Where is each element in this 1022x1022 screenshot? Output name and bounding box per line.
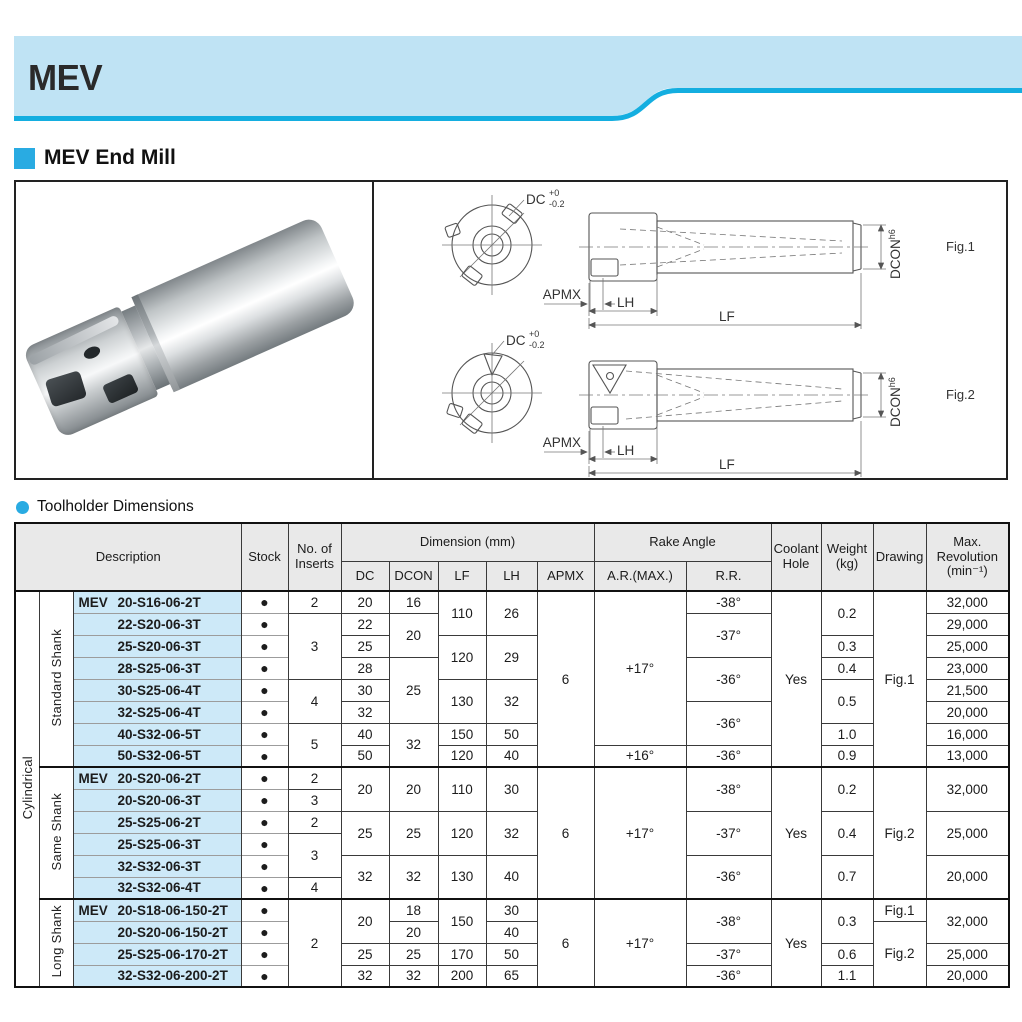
fig2-caption: Fig.2: [946, 387, 975, 402]
dcon-label-fig2: $DCON^{h6}$: [887, 377, 903, 427]
table-value-cell: 25: [341, 635, 389, 657]
col-dcon: DCON: [389, 562, 438, 592]
table-value-cell: 120: [438, 635, 486, 679]
table-value-cell: Yes: [771, 767, 821, 899]
model-name: 25-S25-06-2T: [117, 814, 201, 830]
table-value-cell: 0.3: [821, 899, 873, 943]
insert-side: [102, 373, 139, 404]
table-value-cell: 32: [341, 855, 389, 899]
model-cell: [73, 811, 241, 833]
table-value-cell: +16°: [594, 745, 686, 767]
table-value-cell: 120: [438, 745, 486, 767]
model-name: 40-S32-06-5T: [117, 726, 201, 742]
fig1-caption: Fig.1: [946, 239, 975, 254]
model-name: 32-S32-06-4T: [117, 880, 201, 896]
table-value-cell: 6: [537, 591, 594, 767]
top-banner: [14, 36, 1022, 128]
table-value-cell: 29: [486, 635, 537, 679]
table-value-cell: 20: [389, 613, 438, 657]
model-cell: [73, 767, 241, 789]
table-value-cell: -36°: [686, 965, 771, 987]
model-name: 32-S25-06-4T: [117, 704, 201, 720]
table-value-cell: 25: [389, 657, 438, 723]
table-value-cell: 110: [438, 767, 486, 811]
stock-indicator: ●: [241, 591, 288, 613]
model-name: 32-S32-06-3T: [117, 858, 201, 874]
group-label-text: Standard Shank: [48, 628, 64, 727]
model-name: 25-S20-06-3T: [117, 638, 201, 654]
table-value-cell: 25: [341, 811, 389, 855]
table-value-cell: 50: [341, 745, 389, 767]
table-value-cell: 18: [389, 899, 438, 921]
col-coolant: [771, 523, 821, 591]
lh-label: LH: [617, 295, 635, 310]
table-value-cell: Fig.1: [873, 591, 926, 767]
stock-indicator: ●: [241, 943, 288, 965]
lh-label-fig2: LH: [617, 443, 635, 458]
series-title: MEV: [28, 57, 103, 98]
table-value-cell: 1.1: [821, 965, 873, 987]
col-stock: Stock: [241, 523, 288, 591]
table-value-cell: 120: [438, 811, 486, 855]
table-value-cell: +17°: [594, 899, 686, 987]
table-value-cell: 32,000: [926, 899, 1009, 943]
table-value-cell: -36°: [686, 657, 771, 701]
stock-indicator: ●: [241, 921, 288, 943]
table-value-cell: 0.3: [821, 635, 873, 657]
model-name: 20-S20-06-3T: [117, 792, 201, 808]
table-value-cell: 0.7: [821, 855, 873, 899]
lf-label: LF: [719, 309, 735, 324]
group-label-text: Cylindrical: [19, 755, 35, 820]
model-name: 20-S16-06-2T: [117, 594, 201, 610]
table-value-cell: 1.0: [821, 723, 873, 745]
dc-tol-top: +0: [549, 188, 560, 198]
table-value-cell: 21,500: [926, 679, 1009, 701]
table-value-cell: 32: [389, 965, 438, 987]
table-value-cell: 25,000: [926, 811, 1009, 855]
table-value-cell: Yes: [771, 899, 821, 987]
model-name: 20-S20-06-2T: [117, 770, 201, 786]
table-value-cell: 20: [389, 921, 438, 943]
dc-label-fig2: DC: [506, 333, 526, 348]
table-value-cell: -36°: [686, 701, 771, 745]
table-value-cell: 25,000: [926, 943, 1009, 965]
table-value-cell: 4: [288, 679, 341, 723]
col-weight-line1: Weight: [826, 541, 868, 557]
model-name: 30-S25-06-4T: [117, 682, 201, 698]
group-label: [39, 767, 73, 899]
table-value-cell: 20,000: [926, 965, 1009, 987]
col-lf: LF: [438, 562, 486, 592]
table-value-cell: 5: [288, 723, 341, 767]
stock-indicator: ●: [241, 745, 288, 767]
model-name: 25-S25-06-3T: [117, 836, 201, 852]
col-weight-line2: (kg): [835, 556, 859, 571]
stock-indicator: ●: [241, 855, 288, 877]
table-value-cell: 20,000: [926, 701, 1009, 723]
table-value-cell: 30: [486, 899, 537, 921]
model-cell: [73, 789, 241, 811]
model-cell: [73, 591, 241, 613]
table-value-cell: 2: [288, 591, 341, 613]
heading-square-icon: [14, 148, 35, 169]
col-drawing: Drawing: [873, 523, 926, 591]
model-prefix: MEV: [78, 902, 108, 918]
table-value-cell: -37°: [686, 811, 771, 855]
model-cell: [73, 657, 241, 679]
model-cell: [73, 745, 241, 767]
table-value-cell: +17°: [594, 591, 686, 745]
group-label: [15, 591, 39, 987]
model-name: 22-S20-06-3T: [117, 616, 201, 632]
tool-edge: [28, 314, 120, 366]
dc-tol-top-fig2: +0: [529, 329, 540, 339]
insert-front: [45, 370, 88, 407]
col-description: Description: [15, 523, 241, 591]
group-label-text: Same Shank: [48, 792, 64, 871]
table-value-cell: 130: [438, 679, 486, 723]
col-lh: LH: [486, 562, 537, 592]
endmill-render: [21, 212, 365, 441]
table-value-cell: 13,000: [926, 745, 1009, 767]
apmx-label-fig2: APMX: [542, 435, 581, 450]
table-value-cell: 20: [341, 767, 389, 811]
table-value-cell: 25,000: [926, 635, 1009, 657]
stock-indicator: ●: [241, 657, 288, 679]
group-label-text: Long Shank: [48, 905, 64, 978]
fig2-drawing: [442, 329, 975, 477]
table-value-cell: 4: [288, 877, 341, 899]
table-value-cell: 2: [288, 767, 341, 789]
table-value-cell: 20: [341, 591, 389, 613]
model-cell: [73, 899, 241, 921]
model-cell: [73, 855, 241, 877]
bullet-circle-icon: [16, 501, 29, 514]
model-name: 20-S20-06-150-2T: [117, 924, 228, 940]
table-value-cell: 0.2: [821, 767, 873, 811]
model-prefix: MEV: [78, 594, 108, 610]
apmx-label: APMX: [542, 287, 581, 302]
fig1-drawing: [442, 188, 975, 329]
model-cell: [73, 943, 241, 965]
table-value-cell: 32,000: [926, 591, 1009, 613]
table-heading: [16, 498, 194, 516]
table-value-cell: 23,000: [926, 657, 1009, 679]
stock-indicator: ●: [241, 877, 288, 899]
col-inserts-line2: Inserts: [295, 556, 335, 571]
table-value-cell: 6: [537, 767, 594, 899]
table-value-cell: 200: [438, 965, 486, 987]
col-maxrev: [926, 523, 1009, 591]
table-value-cell: -38°: [686, 591, 771, 613]
col-coolant-line1: Coolant: [773, 541, 819, 557]
table-value-cell: 40: [486, 745, 537, 767]
table-value-cell: -38°: [686, 767, 771, 811]
table-value-cell: -38°: [686, 899, 771, 943]
model-cell: [73, 723, 241, 745]
col-inserts-line1: No. of: [297, 541, 332, 557]
model-name: 20-S18-06-150-2T: [117, 902, 228, 918]
table-value-cell: Fig.1: [873, 899, 926, 921]
table-value-cell: 29,000: [926, 613, 1009, 635]
table-value-cell: 16,000: [926, 723, 1009, 745]
table-value-cell: -36°: [686, 855, 771, 899]
col-maxrev-line1: Max.: [953, 534, 982, 550]
model-prefix: MEV: [78, 770, 108, 786]
stock-indicator: ●: [241, 723, 288, 745]
stock-indicator: ●: [241, 833, 288, 855]
table-value-cell: 65: [486, 965, 537, 987]
col-inserts: [288, 523, 341, 591]
table-value-cell: 110: [438, 591, 486, 635]
model-name: 32-S32-06-200-2T: [117, 968, 228, 984]
model-cell: [73, 833, 241, 855]
table-value-cell: Fig.2: [873, 767, 926, 899]
model-cell: [73, 921, 241, 943]
table-value-cell: +17°: [594, 767, 686, 899]
toolholder-dimensions-table: [14, 522, 1010, 988]
table-value-cell: 50: [486, 723, 537, 745]
table-value-cell: 0.5: [821, 679, 873, 723]
table-value-cell: 32,000: [926, 767, 1009, 811]
table-value-cell: -36°: [686, 745, 771, 767]
table-value-cell: 40: [341, 723, 389, 745]
stock-indicator: ●: [241, 899, 288, 921]
table-value-cell: 32: [341, 965, 389, 987]
table-value-cell: 30: [341, 679, 389, 701]
model-cell: [73, 965, 241, 987]
table-value-cell: 0.6: [821, 943, 873, 965]
col-apmx: APMX: [537, 562, 594, 592]
stock-indicator: ●: [241, 789, 288, 811]
product-heading: [14, 146, 176, 170]
drawings-svg: [374, 183, 1008, 477]
stock-indicator: ●: [241, 635, 288, 657]
group-label: [39, 899, 73, 987]
table-value-cell: 32: [389, 723, 438, 767]
dc-label: DC: [526, 192, 546, 207]
dcon-label: $DCON^{h6}$: [887, 229, 903, 279]
table-value-cell: 32: [486, 811, 537, 855]
table-value-cell: 3: [288, 833, 341, 877]
table-value-cell: 0.9: [821, 745, 873, 767]
stock-indicator: ●: [241, 701, 288, 723]
model-cell: [73, 701, 241, 723]
model-cell: [73, 679, 241, 701]
product-photo: [16, 182, 372, 478]
table-value-cell: 150: [438, 723, 486, 745]
table-value-cell: 40: [486, 855, 537, 899]
table-value-cell: 150: [438, 899, 486, 943]
col-dimension-group: Dimension (mm): [341, 523, 594, 562]
table-value-cell: 50: [486, 943, 537, 965]
dc-tol-bottom-fig2: -0.2: [529, 340, 545, 350]
product-heading-text: MEV End Mill: [44, 146, 176, 169]
col-maxrev-line3: (min⁻¹): [946, 563, 988, 579]
table-value-cell: 0.4: [821, 657, 873, 679]
table-body: [15, 591, 1009, 987]
model-cell: [73, 613, 241, 635]
table-value-cell: 16: [389, 591, 438, 613]
table-heading-text: Toolholder Dimensions: [37, 498, 194, 515]
stock-indicator: ●: [241, 613, 288, 635]
table-value-cell: Fig.2: [873, 921, 926, 987]
stock-indicator: ●: [241, 767, 288, 789]
stock-indicator: ●: [241, 965, 288, 987]
table-value-cell: 3: [288, 789, 341, 811]
col-dc: DC: [341, 562, 389, 592]
table-value-cell: 40: [486, 921, 537, 943]
table-header: [15, 523, 1009, 591]
stock-indicator: ●: [241, 811, 288, 833]
table-value-cell: -37°: [686, 613, 771, 657]
table-value-cell: 22: [341, 613, 389, 635]
screw-hole: [82, 344, 102, 361]
col-rr: R.R.: [686, 562, 771, 592]
table-value-cell: 2: [288, 899, 341, 987]
table-value-cell: 30: [486, 767, 537, 811]
stock-indicator: ●: [241, 679, 288, 701]
col-weight: [821, 523, 873, 591]
group-label: [39, 591, 73, 767]
table-value-cell: 2: [288, 811, 341, 833]
model-cell: [73, 635, 241, 657]
col-rake-group: Rake Angle: [594, 523, 771, 562]
model-cell: [73, 877, 241, 899]
table-value-cell: 0.2: [821, 591, 873, 635]
table-value-cell: 25: [341, 943, 389, 965]
table-value-cell: 3: [288, 613, 341, 679]
table-value-cell: 20: [389, 767, 438, 811]
table-value-cell: 25: [389, 943, 438, 965]
table-value-cell: 20,000: [926, 855, 1009, 899]
col-maxrev-line2: Revolution: [936, 548, 998, 564]
banner-shape: [14, 36, 1022, 128]
table-value-cell: 32: [486, 679, 537, 723]
table-value-cell: 26: [486, 591, 537, 635]
table-value-cell: -37°: [686, 943, 771, 965]
table-value-cell: 0.4: [821, 811, 873, 855]
table-value-cell: Yes: [771, 591, 821, 767]
model-name: 28-S25-06-3T: [117, 660, 201, 676]
table-value-cell: 28: [341, 657, 389, 679]
model-name: 25-S25-06-170-2T: [117, 946, 228, 962]
table-value-cell: 25: [389, 811, 438, 855]
col-coolant-line2: Hole: [782, 556, 810, 571]
table-value-cell: 32: [341, 701, 389, 723]
table-value-cell: 6: [537, 899, 594, 987]
lf-label-fig2: LF: [719, 457, 735, 472]
table-value-cell: 20: [341, 899, 389, 943]
col-ar: A.R.(MAX.): [594, 562, 686, 592]
table-value-cell: 170: [438, 943, 486, 965]
dc-tol-bottom: -0.2: [549, 199, 565, 209]
figure-box: [14, 180, 1008, 480]
table-value-cell: 32: [389, 855, 438, 899]
technical-drawings: [374, 183, 1008, 477]
table-value-cell: 130: [438, 855, 486, 899]
model-name: 50-S32-06-5T: [117, 748, 201, 764]
